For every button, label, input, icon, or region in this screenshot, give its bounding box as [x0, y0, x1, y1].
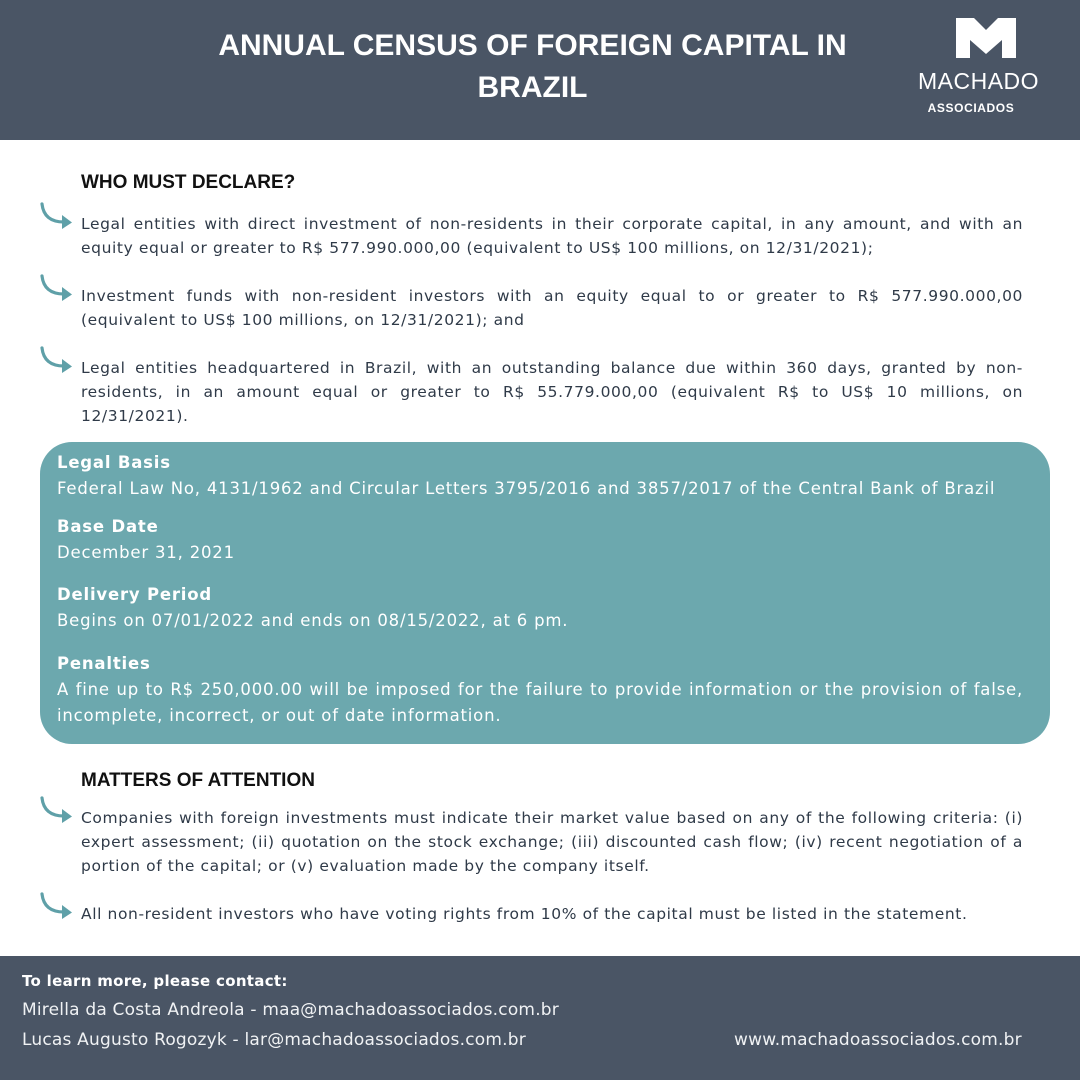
- page-title: [180, 25, 885, 109]
- curved-arrow-icon: [38, 274, 76, 304]
- page-title-line1: ANNUAL CENSUS OF FOREIGN CAPITAL IN: [218, 29, 847, 62]
- list-item-text: Legal entities headquartered in Brazil, with an outstanding balance due within 360 days, granted by non-residents, in an amount equal or greater to R$ 55.779.000,00 (equivalent R$ to US$ 10 millions, on 12/31/2021).: [81, 359, 1023, 425]
- contact-lucas: Lucas Augusto Rogozyk - lar@machadoassociados.com.br: [22, 1030, 526, 1050]
- curved-arrow-icon: [38, 796, 76, 826]
- legal-basis-value: Federal Law No, 4131/1962 and Circular Letters 3795/2016 and 3857/2017 of the Central Bank of Brazil: [57, 479, 996, 498]
- list-item-text: Investment funds with non-resident investors with an equity equal to or greater to R$ 577.990.000,00 (equivalent to US$ 100 millions, on 12/31/2021); and: [81, 287, 1023, 329]
- delivery-period-value: Begins on 07/01/2022 and ends on 08/15/2022, at 6 pm.: [57, 611, 569, 630]
- logo-name: MACHADO: [918, 68, 1040, 94]
- page-header: [0, 0, 1080, 140]
- delivery-period-label: Delivery Period: [57, 585, 213, 604]
- legal-basis-label: Legal Basis: [57, 453, 171, 472]
- penalties-value: A fine up to R$ 250,000.00 will be imposed for the failure to provide information or the provision of false, incomplete, incorrect, or out of date information.: [57, 680, 1023, 725]
- legal-info-box: [40, 442, 1050, 744]
- curved-arrow-icon: [38, 892, 76, 922]
- curved-arrow-icon: [38, 202, 76, 232]
- page-footer: [0, 956, 1080, 1080]
- logo-mark-icon: [956, 18, 1016, 58]
- penalties-label: Penalties: [57, 654, 151, 673]
- contact-mirella: Mirella da Costa Andreola - maa@machadoassociados.com.br: [22, 1000, 559, 1020]
- logo-subtitle: ASSOCIADOS: [927, 101, 1015, 115]
- curved-arrow-icon: [38, 346, 76, 376]
- website-link[interactable]: www.machadoassociados.com.br: [734, 1030, 1022, 1050]
- who-must-declare-heading: WHO MUST DECLARE?: [81, 172, 296, 193]
- list-item-text: All non-resident investors who have voting rights from 10% of the capital must be listed in the statement.: [81, 905, 968, 923]
- list-item-text: Legal entities with direct investment of non-residents in their corporate capital, in any amount, and with an equity equal or greater to R$ 577.990.000,00 (equivalent to US$ 100 millions, on 12/31/2021);: [81, 215, 1023, 257]
- base-date-value: December 31, 2021: [57, 543, 235, 562]
- company-logo: [918, 18, 1040, 123]
- matters-of-attention-heading: MATTERS OF ATTENTION: [81, 770, 315, 791]
- list-item-text: Companies with foreign investments must indicate their market value based on any of the following criteria: (i) expert assessment; (ii) quotation on the stock exchange; (iii) discounted cash flow; (iv) recent negotiation of a portion of the capital; or (v) evaluation made by the company itself.: [81, 809, 1023, 875]
- contact-heading: To learn more, please contact:: [22, 972, 288, 990]
- base-date-label: Base Date: [57, 517, 159, 536]
- page-title-line2: BRAZIL: [477, 71, 588, 104]
